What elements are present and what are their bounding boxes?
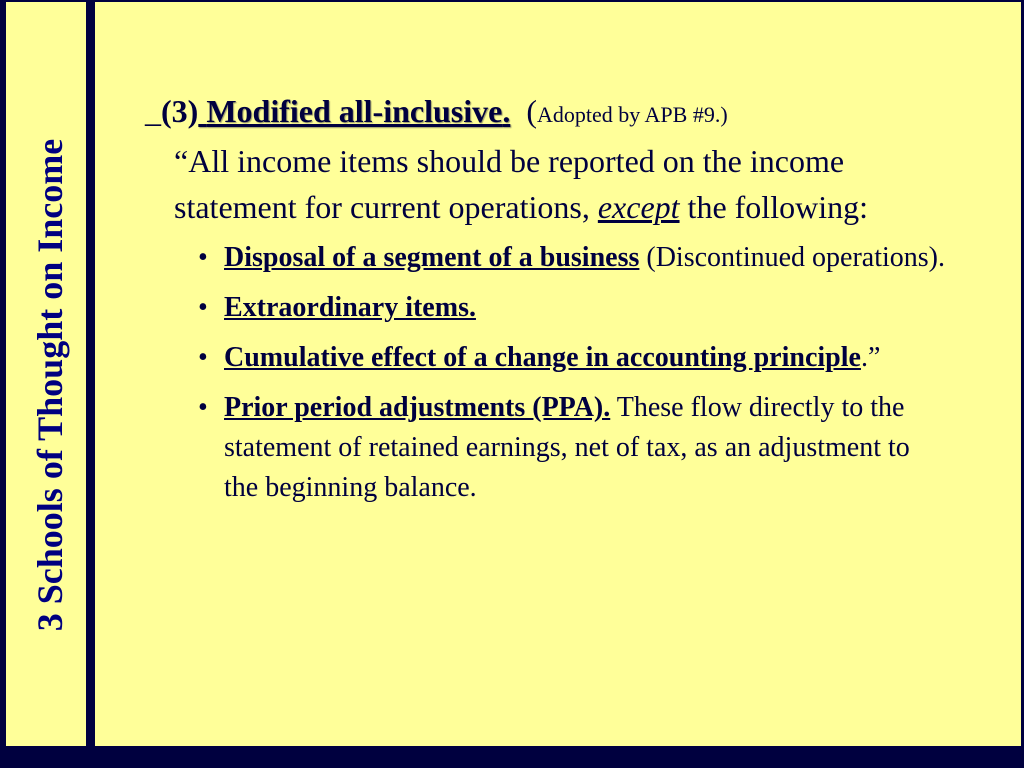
quote-before: “All income items should be reported on the income statement for current operations, [174, 143, 845, 225]
bullet-rest-text: .” [860, 342, 881, 373]
heading-title [198, 93, 510, 129]
bullet-bold-text: Prior period adjustments (PPA). [224, 392, 611, 423]
list-item [198, 388, 945, 508]
sidebar-panel [6, 2, 86, 746]
bullet-bold-text: Cumulative effect of a change in accounting principle [224, 342, 861, 373]
bullet-icon: • [198, 342, 208, 373]
adopted-open-paren: ( [526, 93, 537, 129]
bullet-icon: • [198, 292, 208, 323]
bullet-bold-text: Disposal of a segment of a business [224, 242, 640, 273]
quote-after: the following: [679, 189, 868, 225]
list-item [198, 288, 945, 328]
main-panel [95, 2, 1021, 746]
bullet-rest-text: (Discontinued operations). [639, 242, 945, 273]
list-item [198, 338, 945, 378]
heading-punctuation: . [502, 93, 511, 129]
lead-underscore: _ [145, 93, 161, 129]
heading-title-text: Modified all-inclusive [206, 93, 503, 129]
bullet-icon: • [198, 392, 208, 423]
bullet-bold-text: Extraordinary items. [224, 292, 476, 323]
adopted-note: Adopted by APB #9.) [536, 102, 728, 127]
bullet-icon: • [198, 242, 208, 273]
quote-emphasis: except [597, 189, 680, 225]
heading-paragraph [145, 88, 945, 230]
bullet-list [145, 238, 945, 508]
slide-content [145, 88, 945, 518]
sidebar-title: 3 Schools of Thought on Income [30, 138, 70, 632]
bullet-rest-text: These flow directly to the statement of retained earnings, net of tax, as an adjustment to the beginning balance. [224, 392, 910, 503]
list-item [198, 238, 945, 278]
heading-number: (3) [161, 93, 199, 129]
